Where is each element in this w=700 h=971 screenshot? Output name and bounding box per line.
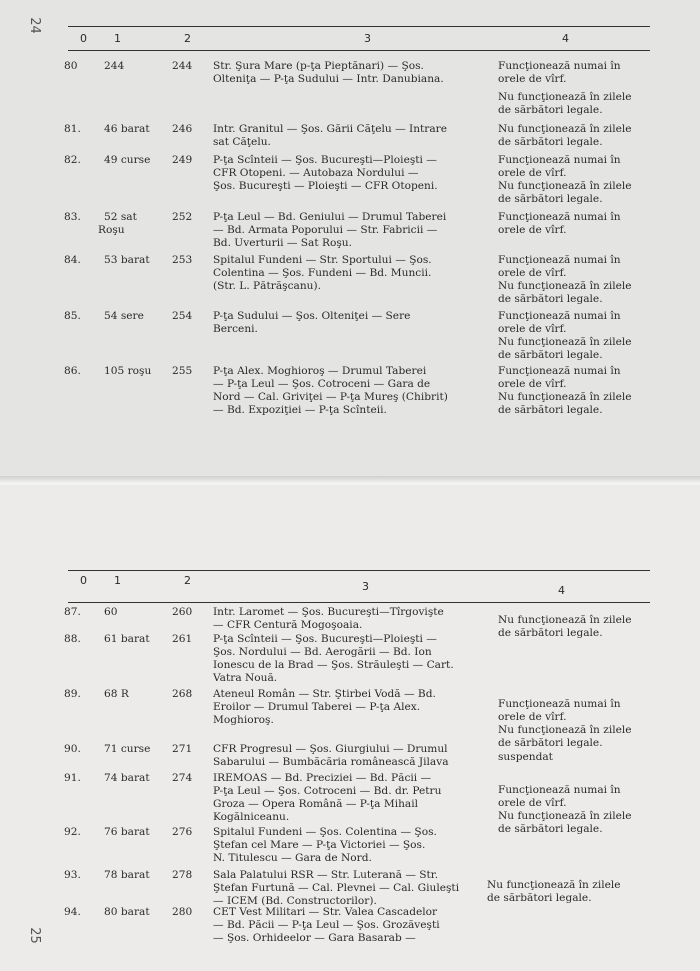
new-line-number: 280: [172, 906, 193, 918]
header-col-3: 3: [364, 32, 371, 45]
route-text: CET Vest Militari — Str. Valea Cascadelor — Bd. Păcii — P-ţa Leul — Şos. Grozăveşti — Şos. Orhideelor — Gara Basarab —: [213, 906, 440, 944]
row-number: 89.: [64, 688, 81, 700]
row-number: 85.: [64, 310, 81, 322]
old-line-number: 78 barat: [104, 869, 150, 881]
old-line-number: 61 barat: [104, 633, 150, 645]
new-line-number: 260: [172, 606, 193, 618]
note-text: suspendat: [498, 751, 553, 763]
route-text: Ateneul Român — Str. Ştirbei Vodă — Bd. Eroilor — Drumul Taberei — P-ţa Alex. Moghioroş.: [213, 688, 436, 726]
route-text: Intr. Laromet — Şos. Bucureşti—Tîrgovişte — CFR Centură Mogoşoaia.: [213, 606, 444, 631]
row-number: 81.: [64, 123, 81, 135]
new-line-number: 274: [172, 772, 193, 784]
new-line-number: 252: [172, 211, 193, 223]
note-text: Nu funcţionează în zilele de sărbători legale.: [498, 123, 632, 148]
new-line-number: 268: [172, 688, 193, 700]
row-number: 92.: [64, 826, 81, 838]
header-col-0: 0: [80, 574, 87, 587]
note-text: Nu funcţionează în zilele de sărbători legale.: [487, 879, 621, 904]
old-line-number: 76 barat: [104, 826, 150, 838]
old-line-number: 46 barat: [104, 123, 150, 135]
note-text: Funcţionează numai în orele de vîrf. Nu funcţionează în zilele de sărbători legale.: [498, 310, 632, 361]
route-text: P-ţa Scînteii — Şos. Bucureşti—Ploieşti — CFR Otopeni. — Autobaza Nordului — Şos. Bucureşti — Ploieşti — CFR Otopeni.: [213, 154, 438, 192]
route-text: Intr. Granitul — Şos. Gării Căţelu — Intrare sat Căţelu.: [213, 123, 448, 148]
note-text: Funcţionează numai în orele de vîrf. Nu funcţionează în zilele de sărbători legale.: [498, 60, 632, 116]
route-text: P-ţa Scînteii — Şos. Bucureşti—Ploieşti — Şos. Nordului — Bd. Aerogării — Bd. Ion Ionescu de la Brad — Şos. Străuleşti — Cart. Vatra Nouă.: [213, 633, 454, 684]
new-line-number: 253: [172, 254, 193, 266]
row-number: 90.: [64, 743, 81, 755]
row-number: 86.: [64, 365, 81, 377]
note-text: Nu funcţionează în zilele de sărbători legale.: [498, 614, 632, 639]
route-text: Spitalul Fundeni — Str. Sportului — Şos. Colentina — Şos. Fundeni — Bd. Muncii. (Str. L. Pătrăşcanu).: [213, 254, 432, 292]
page-number-top: 24: [26, 17, 42, 34]
note-text: Funcţionează numai în orele de vîrf. Nu funcţionează în zilele de sărbători legale.: [498, 154, 632, 205]
new-line-number: 271: [172, 743, 193, 755]
header-col-2: 2: [184, 32, 191, 45]
note-text: Funcţionează numai în orele de vîrf. Nu funcţionează în zilele de sărbători legale.: [498, 784, 632, 835]
row-number: 84.: [64, 254, 81, 266]
old-line-number: 80 barat: [104, 906, 150, 918]
old-line-number: 60: [104, 606, 118, 618]
page-number-bottom: 25: [26, 927, 42, 944]
route-text: IREMOAS — Bd. Preciziei — Bd. Păcii — P-ţa Leul — Şos. Cotroceni — Bd. dr. Petru Groza — Opera Română — P-ţa Mihail Kogălniceanu.: [213, 772, 442, 823]
old-line-number: 54 sere: [104, 310, 144, 322]
row-number: 93.: [64, 869, 81, 881]
new-line-number: 255: [172, 365, 193, 377]
old-line-number: 71 curse: [104, 743, 151, 755]
row-number: 87.: [64, 606, 81, 618]
header-col-4: 4: [562, 32, 569, 45]
old-line-number: 68 R: [104, 688, 129, 700]
header-col-1: 1: [114, 32, 121, 45]
table-header-bottom: [68, 570, 650, 606]
old-line-number: 105 roşu: [104, 365, 152, 377]
row-number: 83.: [64, 211, 81, 223]
note-text: Funcţionează numai în orele de vîrf. Nu funcţionează în zilele de sărbători legale.: [498, 365, 632, 416]
new-line-number: 276: [172, 826, 193, 838]
new-line-number: 254: [172, 310, 193, 322]
route-text: Spitalul Fundeni — Şos. Colentina — Şos. Ştefan cel Mare — P-ţa Victoriei — Şos. N. Titulescu — Gara de Nord.: [213, 826, 437, 864]
old-line-number: 52 sat Roşu: [98, 211, 137, 236]
route-text: CFR Progresul — Şos. Giurgiului — Drumul Sabarului — Bumbăcăria românească Jilava: [213, 743, 449, 768]
note-text: Funcţionează numai în orele de vîrf. Nu funcţionează în zilele de sărbători legale.: [498, 698, 632, 749]
header-col-1: 1: [114, 574, 121, 587]
old-line-number: 74 barat: [104, 772, 150, 784]
route-text: P-ţa Alex. Moghioroş — Drumul Taberei — P-ţa Leul — Şos. Cotroceni — Gara de Nord — Cal. Griviţei — P-ţa Mureş (Chibrit) — Bd. Expoziţiei — P-ţa Scînteii.: [213, 365, 448, 416]
row-number: 80: [64, 60, 78, 72]
old-line-number: 49 curse: [104, 154, 151, 166]
header-col-3: 3: [362, 580, 369, 593]
route-text: P-ţa Sudului — Şos. Olteniţei — Sere Berceni.: [213, 310, 411, 335]
new-line-number: 278: [172, 869, 193, 881]
row-number: 94.: [64, 906, 81, 918]
old-line-number: 244: [104, 60, 125, 72]
header-col-4: 4: [558, 584, 565, 597]
route-text: P-ţa Leul — Bd. Geniului — Drumul Taberei — Bd. Armata Poporului — Str. Fabricii — Bd. Uverturii — Sat Roşu.: [213, 211, 447, 249]
route-text: Sala Palatului RSR — Str. Luterană — Str. Ştefan Furtună — Cal. Plevnei — Cal. Giuleşti — ICEM (Bd. Constructorilor).: [213, 869, 460, 907]
table-header-top: [68, 26, 650, 54]
new-line-number: 246: [172, 123, 193, 135]
row-number: 91.: [64, 772, 81, 784]
row-number: 82.: [64, 154, 81, 166]
note-text: Funcţionează numai în orele de vîrf.: [498, 211, 621, 236]
new-line-number: 249: [172, 154, 193, 166]
old-line-number: 53 barat: [104, 254, 150, 266]
new-line-number: 244: [172, 60, 193, 72]
route-text: Str. Şura Mare (p-ţa Pieptănari) — Şos. Olteniţa — P-ţa Sudului — Intr. Danubiana.: [213, 60, 444, 85]
header-col-0: 0: [80, 32, 87, 45]
new-line-number: 261: [172, 633, 193, 645]
header-col-2: 2: [184, 574, 191, 587]
row-number: 88.: [64, 633, 81, 645]
note-text: Funcţionează numai în orele de vîrf. Nu funcţionează în zilele de sărbători legale.: [498, 254, 632, 305]
